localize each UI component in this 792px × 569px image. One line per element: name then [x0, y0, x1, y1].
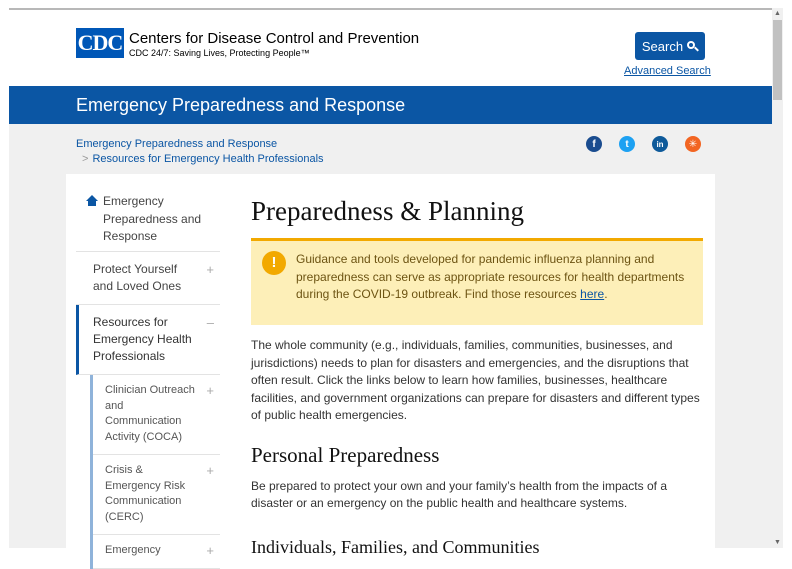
sidebar-subnav — [90, 375, 220, 569]
breadcrumb — [76, 137, 324, 167]
sidebar-subitem-label: Clinician Outreach and Communication Activity (COCA) — [105, 384, 195, 443]
expand-icon[interactable]: + — [206, 262, 214, 277]
twitter-icon[interactable]: t — [619, 136, 635, 152]
sidebar-item-protect-yourself[interactable] — [76, 252, 220, 305]
browser-viewport — [9, 8, 772, 558]
sidebar-subitem-coca[interactable] — [93, 375, 220, 455]
expand-icon[interactable]: + — [206, 543, 214, 558]
facebook-icon[interactable]: f — [586, 136, 602, 152]
sidebar-home[interactable] — [76, 189, 220, 252]
scroll-thumb[interactable] — [773, 20, 782, 100]
sidebar-item-label: Protect Yourself and Loved Ones — [93, 262, 182, 293]
sidebar-item-resources[interactable] — [76, 305, 220, 375]
vertical-scrollbar[interactable] — [772, 8, 783, 548]
sidebar-item-label: Resources for Emergency Health Professionals — [93, 315, 192, 363]
collapse-icon[interactable]: – — [206, 315, 214, 330]
site-header — [9, 10, 772, 86]
covid-alert — [251, 238, 703, 325]
individuals-heading: Individuals, Families, and Communities — [251, 536, 540, 557]
advanced-search-link[interactable]: Advanced Search — [624, 65, 711, 77]
social-share — [586, 136, 701, 152]
sidebar-subitem-cerc[interactable] — [93, 455, 220, 535]
sidebar-subitem-label: Crisis & Emergency Risk Communication (CERC) — [105, 464, 186, 523]
alert-here-link[interactable]: here — [580, 287, 605, 301]
sidebar-nav — [76, 189, 220, 569]
site-banner — [9, 86, 772, 124]
syndicate-icon[interactable]: ✳ — [685, 136, 701, 152]
breadcrumb-link-resources[interactable]: Resources for Emergency Health Professionals — [92, 153, 324, 165]
expand-icon[interactable]: + — [206, 463, 214, 478]
sidebar-subitem-label: Emergency — [105, 544, 161, 556]
scroll-up-icon[interactable]: ▲ — [774, 10, 781, 17]
sidebar-home-label: Emergency Preparedness and Response — [103, 194, 202, 243]
search-button-label: Search — [641, 38, 684, 54]
sidebar-subitem-emergency[interactable] — [93, 535, 220, 569]
personal-preparedness-paragraph: Be prepared to protect your own and your family’s health from the impacts of a disaster or an emergency on the public health and healthcare systems. — [251, 478, 667, 510]
search-button[interactable] — [635, 32, 705, 60]
intro-paragraph: The whole community (e.g., individuals, families, communities, businesses, and jurisdictions) needs to plan for disasters and emergencies, and the disruptions that often result. Click the links below to learn how families, businesses, healthcare facilities, and government organizations can prepare for disasters and different types of public health emergencies. — [251, 338, 700, 422]
cdc-logo[interactable]: CDC — [76, 28, 124, 58]
search-icon — [687, 41, 698, 52]
home-icon — [86, 195, 98, 206]
main-content — [251, 196, 706, 558]
breadcrumb-link-epr[interactable]: Emergency Preparedness and Response — [76, 138, 278, 150]
alert-text: Guidance and tools developed for pandemic influenza planning and preparedness can serve as appropriate resources for health departments during the COVID-19 outbreak. Find those resources — [296, 252, 685, 301]
page-title: Preparedness & Planning — [251, 196, 524, 226]
org-name[interactable]: Centers for Disease Control and Prevention — [129, 30, 420, 47]
personal-preparedness-heading: Personal Preparedness — [251, 442, 440, 467]
breadcrumb-separator: > — [82, 153, 89, 165]
banner-title[interactable]: Emergency Preparedness and Response — [76, 95, 406, 115]
scroll-down-icon[interactable]: ▼ — [774, 539, 781, 546]
main-card — [66, 174, 715, 564]
linkedin-icon[interactable]: in — [652, 136, 668, 152]
org-tagline: CDC 24/7: Saving Lives, Protecting People™ — [129, 48, 310, 58]
exclamation-icon: ! — [262, 251, 286, 275]
alert-end: . — [604, 287, 608, 301]
expand-icon[interactable]: + — [206, 383, 214, 398]
